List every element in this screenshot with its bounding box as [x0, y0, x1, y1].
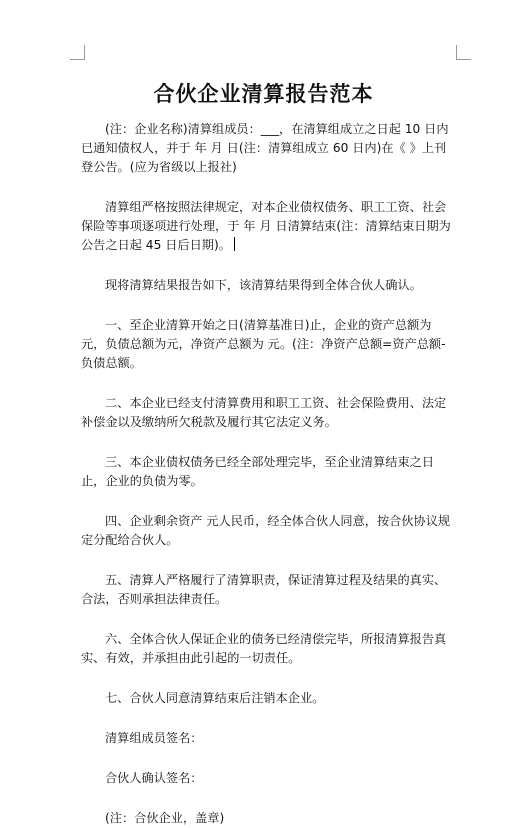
document-body[interactable] [81, 120, 453, 828]
paragraph-item-7: 七、合伙人同意清算结束后注销本企业。 [105, 691, 325, 705]
paragraph-item-2: 二、本企业已经支付清算费用和职工工资、社会保险费用、法定补偿金以及缴纳所欠税款及履行其它法定义务。 [81, 396, 447, 429]
margin-corner-mark [456, 45, 471, 60]
signature-members-label: 清算组成员签名： [105, 731, 203, 745]
paragraph-item-6: 六、全体合伙人保证企业的债务已经清偿完毕，所报清算报告真实、有效，并承担由此引起的一切责任。 [81, 632, 447, 665]
margin-corner-mark [70, 45, 85, 60]
document-title: 合伙企业清算报告范本 [153, 82, 374, 106]
paragraph-item-4: 四、企业剩余资产 元人民币，经全体合伙人同意，按合伙协议规定分配给合伙人。 [81, 514, 451, 547]
paragraph-procedure [81, 198, 453, 255]
paragraph-report-intro: 现将清算结果报告如下，该清算结果得到全体合伙人确认。 [105, 278, 422, 292]
paragraph-item-3: 三、本企业债权债务已经全部处理完毕，至企业清算结束之日止，企业的负债为零。 [81, 455, 435, 488]
signature-partners-label: 合伙人确认签名： [105, 771, 203, 785]
paragraph-item-1: 一、至企业清算开始之日(清算基准日)止，企业的资产总额为元，负债总额为元，净资产总额为 元。(注：净资产总额=资产总额-负债总额。 [81, 318, 446, 370]
paragraph-liquidation-group: (注：企业名称)清算组成员：___，在清算组成立之日起 10 日内已通知债权人，并于 年 月 日(注：清算组成立 60 日内)在《 》上刊登公告。(应为省级以上报社) [81, 122, 449, 174]
seal-note: (注：合伙企业，盖章) [105, 811, 225, 825]
paragraph-procedure-text: 清算组严格按照法律规定，对本企业债权债务、职工工资、社会保险等事项逐项进行处理，于 年 月 日清算结束(注：清算结束日期为公告之日起 45 日后日期)。 [81, 200, 451, 252]
paragraph-item-5: 五、清算人严格履行了清算职责，保证清算过程及结果的真实、合法，否则承担法律责任。 [81, 573, 447, 606]
text-cursor [234, 237, 236, 251]
